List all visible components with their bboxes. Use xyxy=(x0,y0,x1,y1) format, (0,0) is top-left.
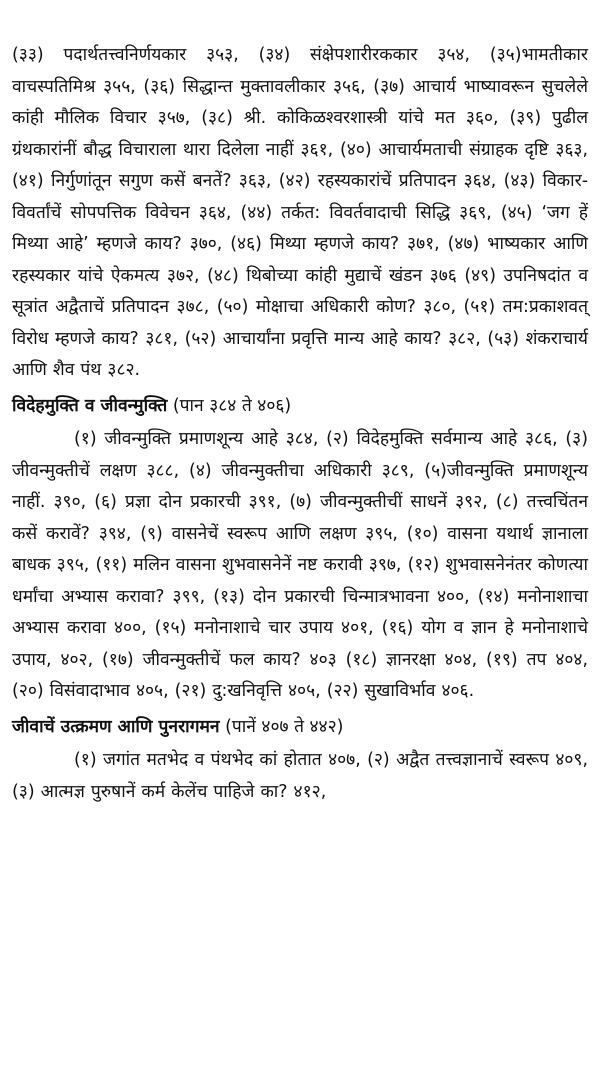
document-page xyxy=(12,40,588,808)
section-heading xyxy=(12,712,588,744)
section-utkraman xyxy=(12,712,588,809)
section-paragraph: (१) जीवन्मुक्ति प्रमाणशून्य आहे ३८४, (२) विदेहमुक्ति सर्वमान्य आहे ३८६, (३) जीवन्मुक्तीचें लक्षण ३८८, (४) जीवन्मुक्तीचा अधिकारी ३८९, (५)जीवन्मुक्ति प्रमाणशून्य नाहीं. ३९०, (६) प्रज्ञा दोन प्रकारची ३९१, (७) जीवन्मुक्तीचीं साधनें ३९२, (८) तत्त्वचिंतन कसें करावें? ३९४, (९) वासनेचें स्वरूप आणि लक्षण ३९५, (१०) वासना यथार्थ ज्ञानाला बाधक ३९५, (११) मलिन वासना शुभवासनेनें नष्ट करावी ३९७, (१२) शुभवासनेनंतर कोणत्या धर्मांचा अभ्यास करावा? ३९९, (१३) दोन प्रकारची चिन्मात्रभावना ४००, (१४) मनोनाशाचा अभ्यास करावा ४००, (१५) मनोनाशाचे चार उपाय ४०१, (१६) योग व ज्ञान हे मनोनाशाचे उपाय, ४०२, (१७) जीवन्मुक्तीचें फल काय? ४०३ (१८) ज्ञानरक्षा ४०४, (१९) तप ४०४, (२०) विसंवादाभाव ४०५, (२१) दु:खनिवृत्ति ४०५, (२२) सुखाविर्भाव ४०६. xyxy=(12,429,588,701)
section-page-range: (पानें ४०७ ते ४४२) xyxy=(225,716,344,737)
section-title: जीवाचें उत्क्रमण आणि पुनरागमन xyxy=(12,716,220,737)
intro-paragraph: (३३) पदार्थतत्त्वनिर्णयकार ३५३, (३४) संक्षेपशारीरककार ३५४, (३५)भामतीकार वाचस्पतिमिश्र ३५५, (३६) सिद्धान्त मुक्तावलीकार ३५६, (३७) आचार्य भाष्यावरून सुचलेले कांही मौलिक विचार ३५७, (३८) श्री. कोकिळश्वरशास्त्री यांचे मत ३६०, (३९) पुढील ग्रंथकारांनीं बौद्ध विचाराला थारा दिलेला नाहीं ३६१, (४०) आचार्यमताची संग्राहक दृष्टि ३६३, (४१) निर्गुणांतून सगुण कसें बनतें? ३६३, (४२) रहस्यकारांचें प्रतिपादन ३६४, (४३) विकार-विवर्तांचें सोपपत्तिक विवेचन ३६४, (४४) तर्कत: विवर्तवादाची सिद्धि ३६९, (४५) ‘जग हें मिथ्या आहे’ म्हणजे काय? ३७०, (४६) मिथ्या म्हणजे काय? ३७१, (४७) भाष्यकार आणि रहस्यकार यांचे ऐकमत्य ३७२, (४८) थिबोच्या कांही मुद्याचें खंडन ३७६ (४९) उपनिषदांत व सूत्रांत अद्वैताचें प्रतिपादन ३७८, (५०) मोक्षाचा अधिकारी कोण? ३८०, (५१) तम:प्रकाशवत् विरोध म्हणजे काय? ३८१, (५२) आचार्यांना प्रवृत्ति मान्य आहे काय? ३८२, (५३) शंकराचार्य आणि शैव पंथ ३८२. xyxy=(12,45,588,380)
section-paragraph: (१) जगांत मतभेद व पंथभेद कां होतात ४०७, (२) अद्वैत तत्त्वज्ञानाचें स्वरूप ४०९, (३) आत्मज्ञ पुरुषानें कर्म केलेंच पाहिजे का? ४१२, xyxy=(12,750,588,802)
section-videhamukti xyxy=(12,391,588,708)
section-page-range: (पान ३८४ ते ४०६) xyxy=(172,395,292,416)
section-heading xyxy=(12,391,588,423)
section-title: विदेहमुक्ति व जीवन्मुक्ति xyxy=(12,395,168,416)
